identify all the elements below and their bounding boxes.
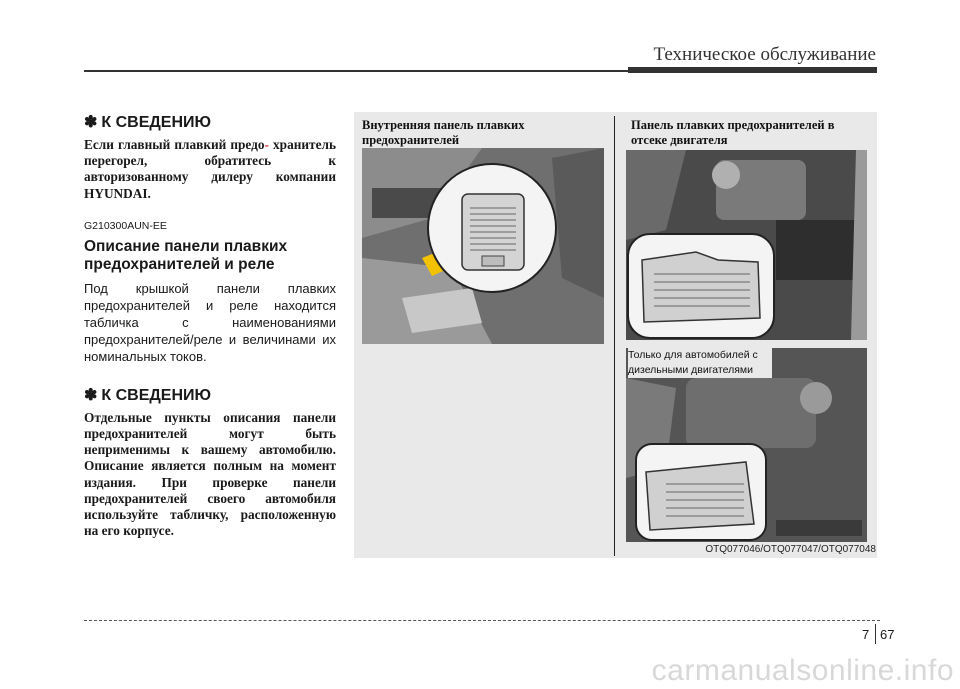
caution-title: К СВЕДЕНИЮ bbox=[101, 114, 212, 131]
footer-rule bbox=[84, 620, 880, 621]
caption-interior-panel: Внутренняя панель плавких предохранителей bbox=[362, 118, 525, 147]
star-icon: ✽ bbox=[84, 386, 98, 404]
watermark: carmanualsonline.info bbox=[651, 654, 954, 687]
section-title: Описание панели плавких предохранителей и реле bbox=[84, 237, 288, 273]
figure-divider bbox=[614, 116, 615, 556]
interior-fuse-photo bbox=[362, 148, 604, 344]
section-body: Под крышкой панели плавких предохранителей и реле находится табличка с наименованиями предохранителей/реле и величинами их номинальных токов. bbox=[84, 280, 336, 364]
caution-text-2: Отдельные пункты описания панели предохранителей могут быть неприменимы к вашему автомобилю. Описание является полным на момент издания. При проверке панели предохранителей своего автомобиля используйте табличку, расположенную на его корпусе. bbox=[84, 409, 336, 539]
star-icon: ✽ bbox=[84, 114, 98, 131]
section-code: G210300AUN-EE bbox=[84, 219, 167, 232]
engine-fuse-photo bbox=[626, 150, 867, 340]
caution-text: Если главный плавкий предо- хранитель перегорел, обратитесь к авторизованному дилеру компании HYUNDAI. bbox=[84, 137, 336, 201]
text-column bbox=[84, 112, 336, 539]
page-separator bbox=[875, 624, 876, 644]
hyphen-mark: - bbox=[264, 137, 269, 152]
caution-heading-2 bbox=[84, 385, 336, 405]
header-rule bbox=[84, 70, 628, 72]
chapter-number: 7 bbox=[862, 627, 870, 642]
figure-codes: OTQ077046/OTQ077047/OTQ077048 bbox=[705, 544, 876, 555]
diesel-note: Только для автомобилей с дизельными двигателями bbox=[628, 348, 772, 378]
header-bar bbox=[628, 67, 877, 73]
caution-heading bbox=[84, 112, 336, 132]
page-number: 67 bbox=[880, 627, 895, 642]
caution-title-2: К СВЕДЕНИЮ bbox=[101, 386, 212, 404]
caption-engine-panel: Панель плавких предохранителей в отсеке двигателя bbox=[631, 118, 835, 147]
chapter-title: Техническое обслуживание bbox=[653, 44, 876, 65]
